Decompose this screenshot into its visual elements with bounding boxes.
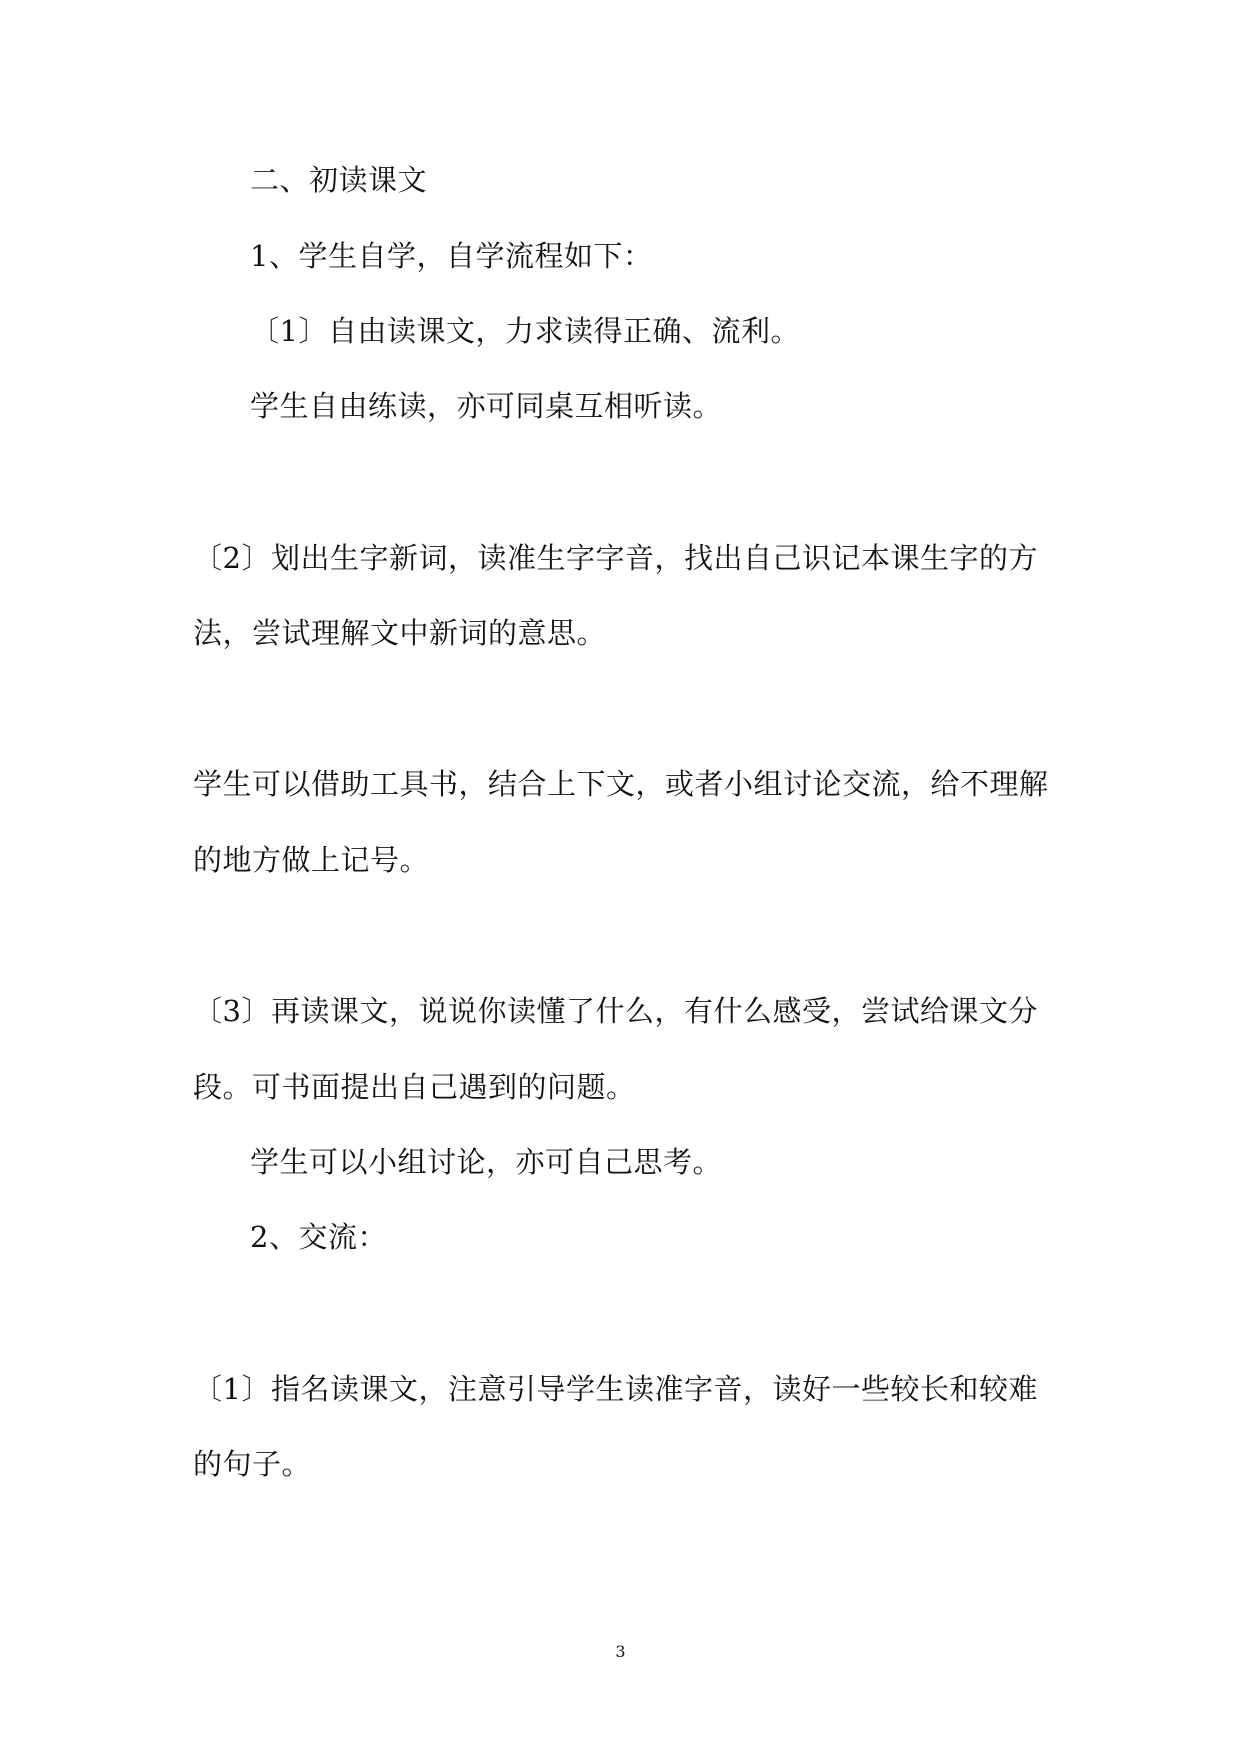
- paragraph-line: 的句子。: [193, 1447, 312, 1481]
- paragraph-line: 学生可以小组讨论，亦可自己思考。: [250, 1145, 723, 1179]
- paragraph-line: 〔1〕指名读课文，注意引导学生读准字音，读好一些较长和较难: [193, 1372, 1038, 1406]
- step-heading: 1、学生自学，自学流程如下：: [250, 239, 653, 273]
- paragraph-line: 段。可书面提出自己遇到的问题。: [193, 1070, 636, 1104]
- paragraph-line: 的地方做上记号。: [193, 843, 430, 877]
- paragraph-line: 法，尝试理解文中新词的意思。: [193, 616, 607, 650]
- page-number: 3: [615, 1642, 626, 1661]
- paragraph-line: 〔2〕划出生字新词，读准生字字音，找出自己识记本课生字的方: [193, 541, 1038, 575]
- paragraph-line: 〔1〕自由读课文，力求读得正确、流利。: [250, 314, 800, 348]
- step-heading: 2、交流：: [250, 1220, 387, 1254]
- paragraph-line: 学生可以借助工具书，结合上下文，或者小组讨论交流，给不理解: [193, 767, 1049, 801]
- paragraph-line: 〔3〕再读课文，说说你读懂了什么，有什么感受，尝试给课文分: [193, 994, 1038, 1028]
- paragraph-line: 学生自由练读，亦可同桌互相听读。: [250, 389, 723, 423]
- section-heading: 二、初读课文: [250, 163, 428, 197]
